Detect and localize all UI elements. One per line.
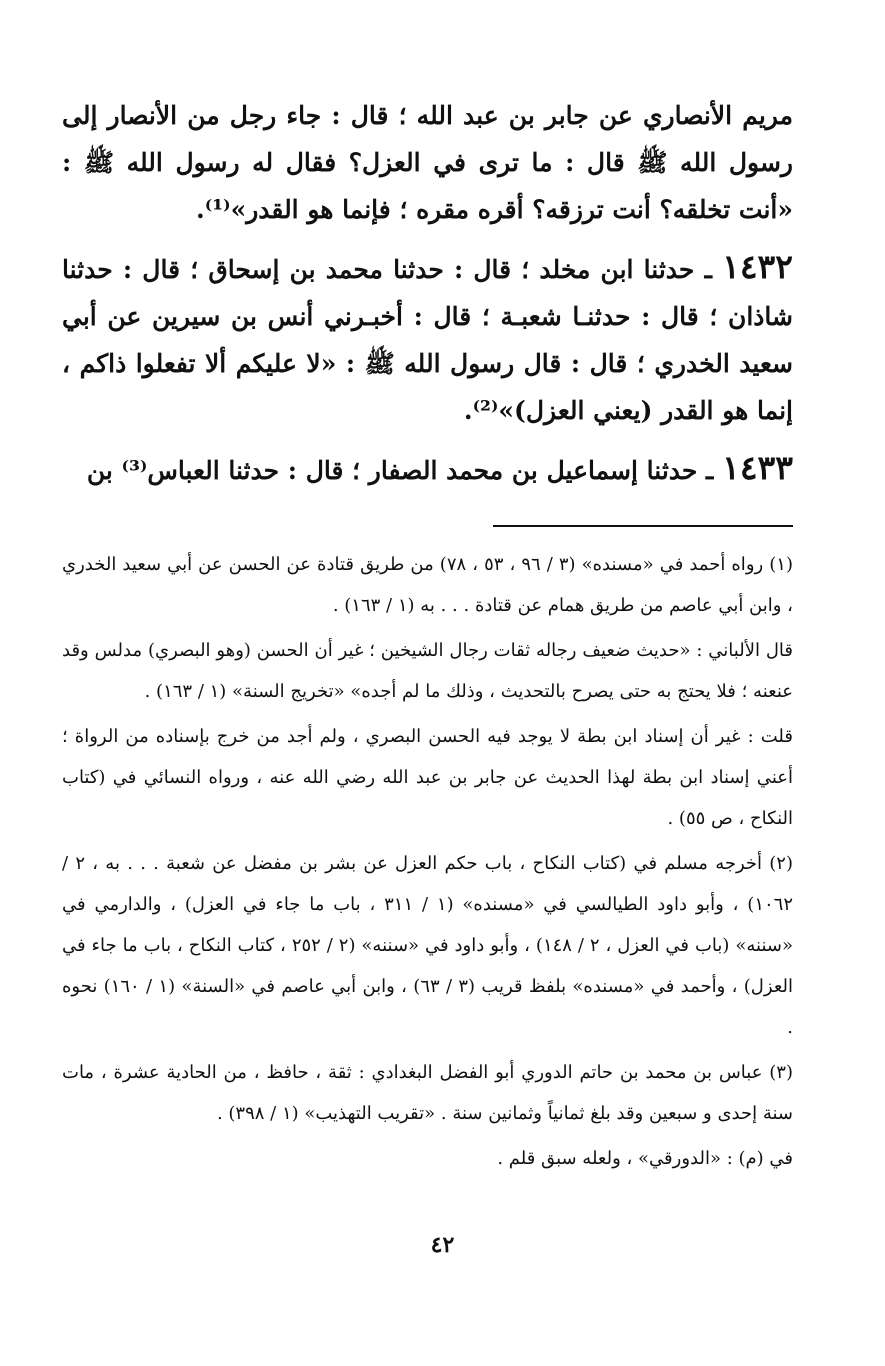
footnote-separator-container	[62, 504, 793, 544]
page-number: ٤٢	[430, 1232, 455, 1258]
hadith-number: ١٤٣٢	[722, 247, 793, 286]
footnote-3: (٣) عباس بن محمد بن حاتم الدوري أبو الفضل البغدادي : ثقة ، حافظ ، من الحادية عشرة ، مات سنة إحدى و سبعين وقد بلغ ثمانياً وثمانين سنة . «تقريب التهذيب» (١ / ٣٩٨) .	[62, 1062, 793, 1124]
hadith-1433	[62, 444, 793, 494]
hadith-number: ١٤٣٣	[722, 448, 793, 487]
footnote-1: (١) رواه أحمد في «مسنده» (٣ / ٩٦ ، ٥٣ ، ٧٨) من طريق قتادة عن الحسن عن أبي سعيد الخدري ، وابن أبي عاصم من طريق همام عن قتادة . . . به (١ / ١٦٣) .	[62, 554, 793, 616]
hadith-text: ـ حدثنا إسماعيل بن محمد الصفار ؛ قال : حدثنا العباس⁽³⁾ بن	[86, 456, 714, 485]
footnote-separator	[493, 525, 793, 527]
body-paragraph-continued: مريم الأنصاري عن جابر بن عبد الله ؛ قال : جاء رجل من الأنصار إلى رسول الله ﷺ قال : ما ترى في العزل؟ فقال له رسول الله ﷺ : «أنت تخلقه؟ أنت ترزقه؟ أقره مقره ؛ فإنما هو القدر»⁽¹⁾.	[62, 101, 793, 224]
hadith-text: ـ حدثنا ابن مخلد ؛ قال : حدثنا محمد بن إسحاق ؛ قال : حدثنا شاذان ؛ قال : حدثنـا شعبـة ؛ قال : أخبـرني أنس بن سيرين عن أبي سعيد الخدري ؛ قال : قال رسول الله ﷺ : «لا عليكم ألا تفعلوا ذاكم ، إنما هو القدر (يعني العزل)»⁽²⁾.	[62, 255, 793, 425]
footnote-2: (٢) أخرجه مسلم في (كتاب النكاح ، باب حكم العزل عن بشر بن مفضل عن شعبة . . . به ، ٢ / ١٠٦٢) ، وأبو داود الطيالسي في «مسنده» (١ / ٣١١ ، باب ما جاء في العزل) ، والدارمي في «سننه» (باب في العزل ، ٢ / ١٤٨) ، وأبو داود في «سننه» (٢ / ٢٥٢ ، كتاب النكاح ، باب ما جاء في العزل) ، وأحمد في «مسنده» بلفظ قريب (٣ / ٦٣) ، وابن أبي عاصم في «السنة» (١ / ١٦٠) نحوه .	[62, 853, 793, 1038]
footnote-1-note: قلت : غير أن إسناد ابن بطة لا يوجد فيه الحسن البصري ، ولم أجد من خرج بإسناده من الرواة ؛ أعني إسناد ابن بطة لهذا الحديث عن جابر بن عبد الله رضي الله عنه ، ورواه النسائي في (كتاب النكاح ، ص ٥٥) .	[62, 726, 793, 829]
footnotes	[62, 544, 793, 1179]
footnote-3-note: في (م) : «الدورقي» ، ولعله سبق قلم .	[497, 1148, 793, 1169]
hadith-1432	[62, 243, 793, 434]
footnote-1-albani: قال الألباني : «حديث ضعيف رجاله ثقات رجال الشيخين ؛ غير أن الحسن (وهو البصري) مدلس وقد عنعنه ؛ فلا يحتج به حتى يصرح بالتحديث ، وذلك ما لم أجده» «تخريج السنة» (١ / ١٦٣) .	[62, 640, 793, 702]
